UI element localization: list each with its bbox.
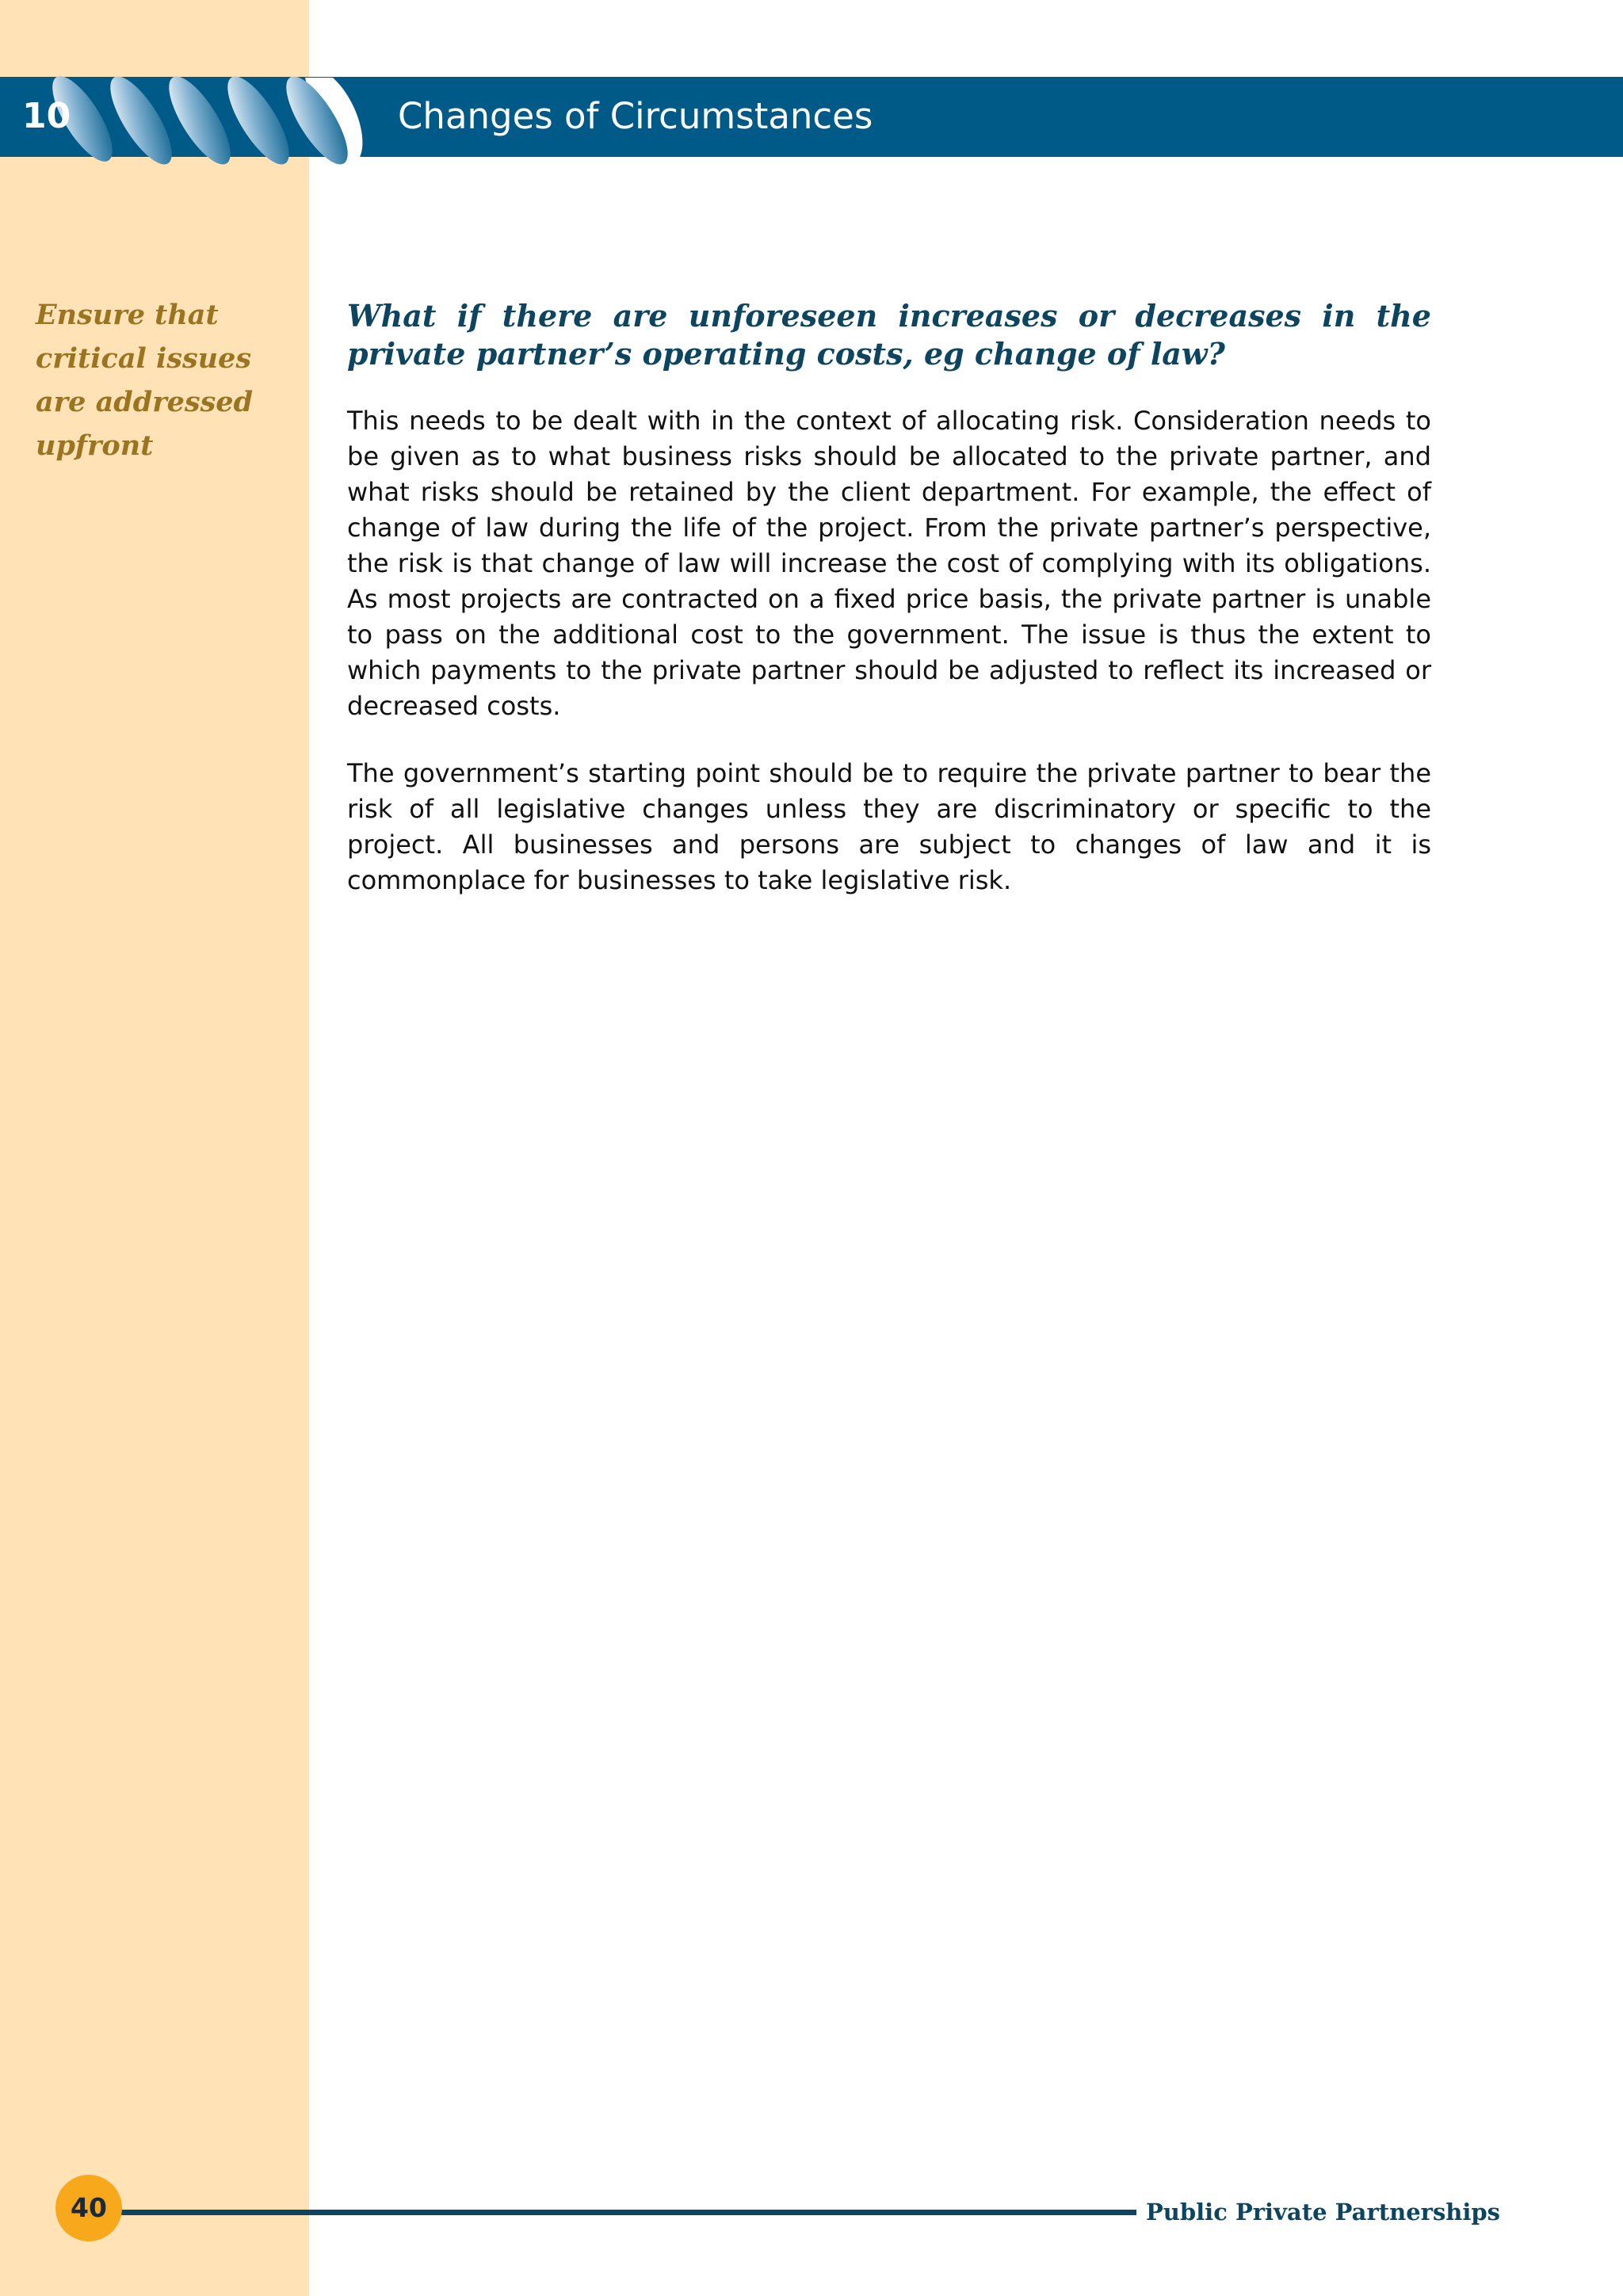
body-paragraph-2: The government’s starting point should be to require the private partner to bear the risk of all legislative changes unless they are discriminatory or specific to the project. All businesses and persons are subject to changes of law and it is commonplace for businesses to take legislative risk. [347, 758, 1431, 895]
publication-title: Public Private Partnerships [1146, 2199, 1500, 2225]
margin-note: Ensure that critical issues are addressed upfront [36, 299, 254, 462]
chapter-title: Changes of Circumstances [398, 95, 873, 137]
footer-rule [117, 2210, 1136, 2215]
main-content [347, 297, 1431, 930]
body-paragraph-1: This needs to be dealt with in the context of allocating risk. Consideration needs to be given as to what business risks should be allocated to the private partner, and what risks should be retained by the client department. For example, the effect of change of law during the life of the project. From the private partner’s perspective, the risk is that change of law will increase the cost of complying with its obligations. As most projects are contracted on a fixed price basis, the private partner is unable to pass on the additional cost to the government. The issue is thus the extent to which payments to the private partner should be adjusted to reflect its increased or decreased costs. [347, 406, 1431, 721]
section-question-heading: What if there are unforeseen increases or decreases in the private partner’s operating costs, eg change of law? [347, 298, 1431, 372]
page-number: 40 [71, 2192, 107, 2223]
chapter-number: 10 [22, 96, 71, 136]
header-swoosh-decoration [48, 71, 365, 174]
